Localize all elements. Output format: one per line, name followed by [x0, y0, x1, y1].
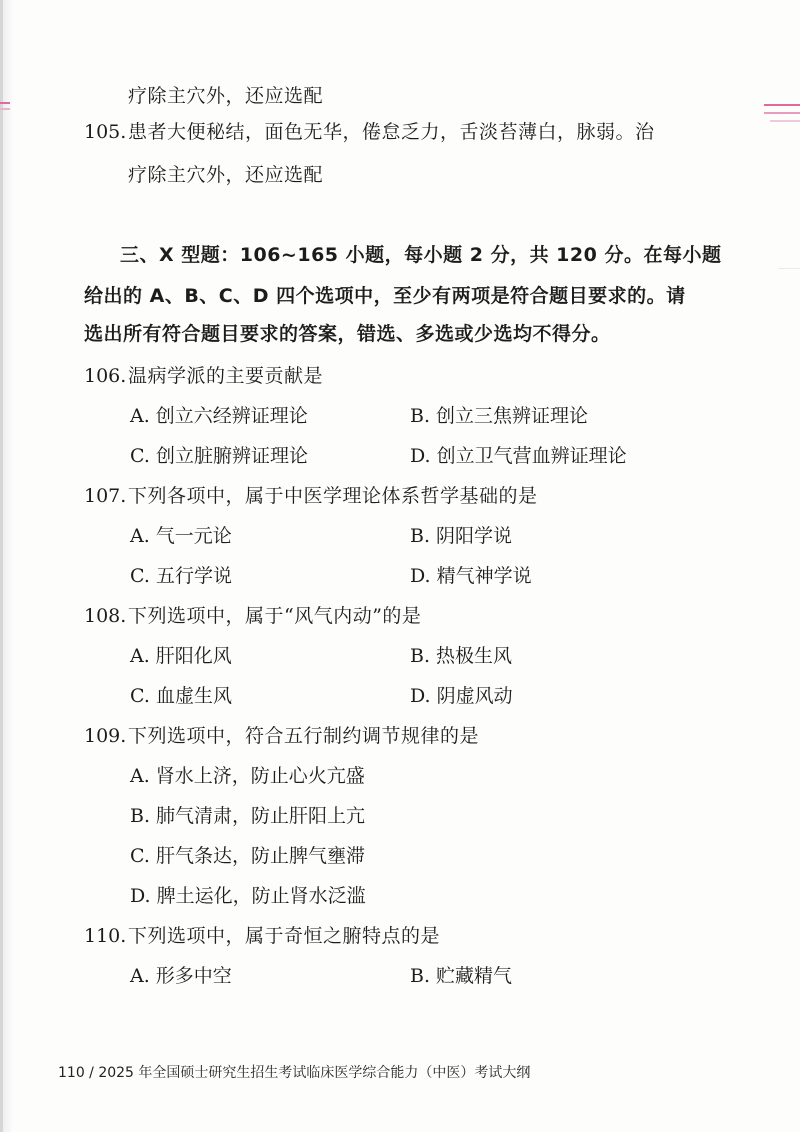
question-110-stem: 下列选项中，属于奇恒之腑特点的是: [128, 925, 441, 947]
question-109-option-d: D. 脾土运化，防止肾水泛滥: [130, 885, 366, 907]
question-106-option-a: A. 创立六经辨证理论: [130, 405, 308, 427]
question-106-option-d: D. 创立卫气营血辨证理论: [410, 445, 627, 467]
question-108-option-c: C. 血虚生风: [130, 685, 232, 707]
question-110-option-a: A. 形多中空: [130, 965, 232, 987]
question-107-option-b: B. 阴阳学说: [410, 525, 513, 547]
left-edge-mark: [0, 102, 10, 104]
question-109-option-c: C. 肝气条达，防止脾气壅滞: [130, 845, 365, 867]
question-number-106: 106.: [84, 365, 127, 387]
page-footer: 110 / 2025 年全国硕士研究生招生考试临床医学综合能力（中医）考试大纲: [58, 1065, 531, 1081]
question-number-105: 105.: [84, 121, 127, 143]
right-edge-mark: [770, 120, 800, 122]
question-number-110: 110.: [84, 925, 127, 947]
question-109-option-b: B. 肺气清肃，防止肝阳上亢: [130, 805, 366, 827]
question-107-stem: 下列各项中，属于中医学理论体系哲学基础的是: [128, 485, 538, 507]
right-edge-mark: [764, 104, 800, 106]
page-edge-shadow: [0, 0, 3, 1132]
question-number-109: 109.: [84, 725, 127, 747]
question-106-option-c: C. 创立脏腑辨证理论: [130, 445, 308, 467]
question-108-option-a: A. 肝阳化风: [130, 645, 232, 667]
section-heading-line1: 三、X 型题：106~165 小题，每小题 2 分，共 120 分。在每小题: [120, 244, 722, 266]
left-edge-mark: [0, 108, 10, 110]
section-heading-line3: 选出所有符合题目要求的答案，错选、多选或少选均不得分。: [84, 323, 611, 345]
question-107-option-c: C. 五行学说: [130, 565, 232, 587]
question-105-line2: 疗除主穴外，还应选配: [128, 164, 324, 186]
question-number-108: 108.: [84, 605, 127, 627]
question-number-107: 107.: [84, 485, 127, 507]
question-108-stem: 下列选项中，属于“风气内动”的是: [128, 605, 422, 627]
question-108-option-b: B. 热极生风: [410, 645, 513, 667]
prev-question-continuation: 疗除主穴外，还应选配: [128, 85, 324, 107]
question-106-stem: 温病学派的主要贡献是: [128, 365, 324, 387]
question-105-line1: 患者大便秘结，面色无华，倦怠乏力，舌淡苔薄白，脉弱。治: [128, 121, 655, 143]
question-110-option-b: B. 贮藏精气: [410, 965, 513, 987]
question-107-option-d: D. 精气神学说: [410, 565, 532, 587]
question-106-option-b: B. 创立三焦辨证理论: [410, 405, 589, 427]
section-heading-line2: 给出的 A、B、C、D 四个选项中，至少有两项是符合题目要求的。请: [84, 285, 686, 307]
question-107-option-a: A. 气一元论: [130, 525, 232, 547]
right-edge-mark: [764, 112, 800, 114]
question-109-option-a: A. 肾水上济，防止心火亢盛: [130, 765, 365, 787]
question-109-stem: 下列选项中，符合五行制约调节规律的是: [128, 725, 480, 747]
question-108-option-d: D. 阴虚风动: [410, 685, 513, 707]
right-edge-mark: [778, 268, 800, 269]
